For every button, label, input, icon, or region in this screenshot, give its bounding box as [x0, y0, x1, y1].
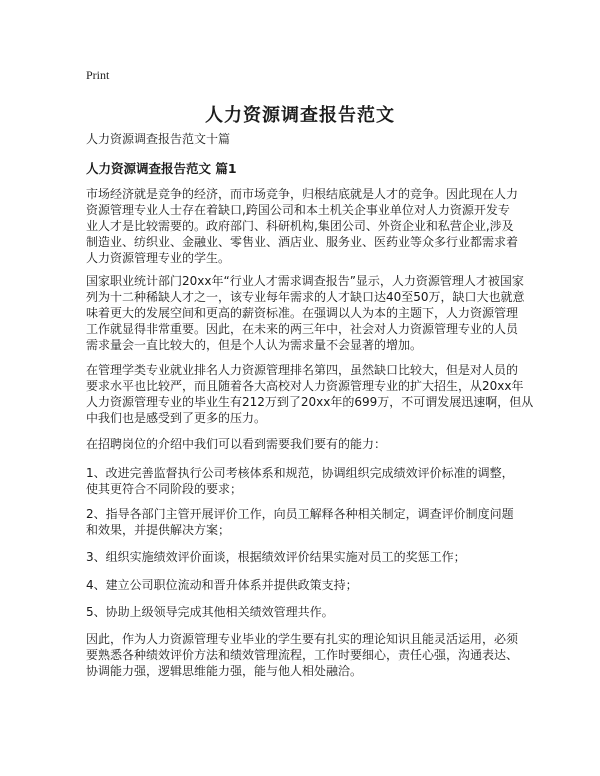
document-title: 人力资源调查报告范文 [205, 105, 395, 126]
paragraph-line: 在管理学类专业就业排名人力资源管理排名第四，虽然缺口比较大，但是对人员的 [86, 363, 519, 377]
paragraph-line: 人力资源管理专业的学生。 [86, 251, 231, 265]
paragraph-line: 人力资源管理专业的毕业生有212万到了20xx年的699万，不可谓发展迅速啊，但从 [86, 395, 534, 409]
paragraph-line: 要求水平也比较严，而且随着各大高校对人力资源管理专业的扩大招生，从20xx年 [86, 379, 524, 393]
paragraph-line: 因此，作为人力资源管理专业毕业的学生要有扎实的理论知识且能灵活运用，必须 [86, 632, 519, 646]
paragraph-line: 需求量会一直比较大的，但是个人认为需求量不会显著的增加。 [86, 338, 423, 352]
paragraph-line: 业人才是比较需要的。政府部门、科研机构,集团公司、外资企业和私营企业,涉及 [86, 219, 514, 233]
section-heading: 人力资源调查报告范文 篇1 [86, 161, 237, 176]
ability-item-5 [86, 604, 518, 620]
ability-item-3 [86, 549, 518, 565]
paragraph-line: 1、改进完善监督执行公司考核体系和规范，协调组织完成绩效评价标准的调整， [86, 466, 514, 480]
paragraph-line: 5、协助上级领导完成其他相关绩效管理共作。 [86, 605, 334, 619]
document-subtitle: 人力资源调查报告范文十篇 [86, 132, 231, 146]
paragraph-line: 在招聘岗位的介绍中我们可以看到需要我们要有的能力： [86, 437, 387, 451]
paragraph-line: 2、指导各部门主管开展评价工作，向员工解释各种相关制定，调查评价制度问题 [86, 507, 514, 521]
ability-item-4 [86, 577, 518, 593]
paragraph-line: 列为十二种稀缺人才之一，该专业每年需求的人才缺口达40至50万，缺口大也就意 [86, 290, 525, 304]
paragraph-line: 资源管理专业人士存在着缺口,跨国公司和本土机关企事业单位对人力资源开发专 [86, 203, 510, 217]
paragraph-line: 4、建立公司职位流动和晋升体系并提供政策支持； [86, 578, 358, 592]
closing-paragraph [86, 631, 518, 679]
paragraph-line: 中我们也是感受到了更多的压力。 [86, 411, 267, 425]
paragraph-4 [86, 436, 518, 452]
paragraph-line: 使其更符合不同阶段的要求； [86, 482, 243, 496]
ability-item-2 [86, 506, 518, 538]
ability-item-1 [86, 465, 518, 497]
paragraph-3 [86, 362, 534, 426]
paragraph-line: 味着更大的发展空间和更高的薪资标准。在强调以人为本的主题下，人力资源管理 [86, 306, 519, 320]
print-label: Print [86, 68, 110, 82]
paragraph-2 [86, 273, 525, 353]
paragraph-line: 协调能力强，逻辑思维能力强，能与他人相处融洽。 [86, 664, 363, 678]
paragraph-line: 制造业、纺织业、金融业、零售业、酒店业、服务业、医药业等众多行业都需求着 [86, 235, 519, 249]
paragraph-line: 要熟悉各种绩效评价方法和绩效管理流程，工作时要细心，责任心强，沟通表达、 [86, 648, 519, 662]
paragraph-line: 和效果，并提供解决方案； [86, 523, 231, 537]
paragraph-line: 工作就显得非常重要。因此，在未来的两三年中，社会对人力资源管理专业的人员 [86, 322, 519, 336]
paragraph-line: 3、组织实施绩效评价面谈，根据绩效评价结果实施对员工的奖惩工作； [86, 550, 466, 564]
paragraph-line: 市场经济就是竞争的经济，而市场竞争，归根结底就是人才的竞争。因此现在人力 [86, 187, 519, 201]
paragraph-line: 国家职业统计部门20xx年“行业人才需求调查报告”显示，人力资源管理人才被国家 [86, 274, 524, 288]
paragraph-1 [86, 186, 518, 266]
